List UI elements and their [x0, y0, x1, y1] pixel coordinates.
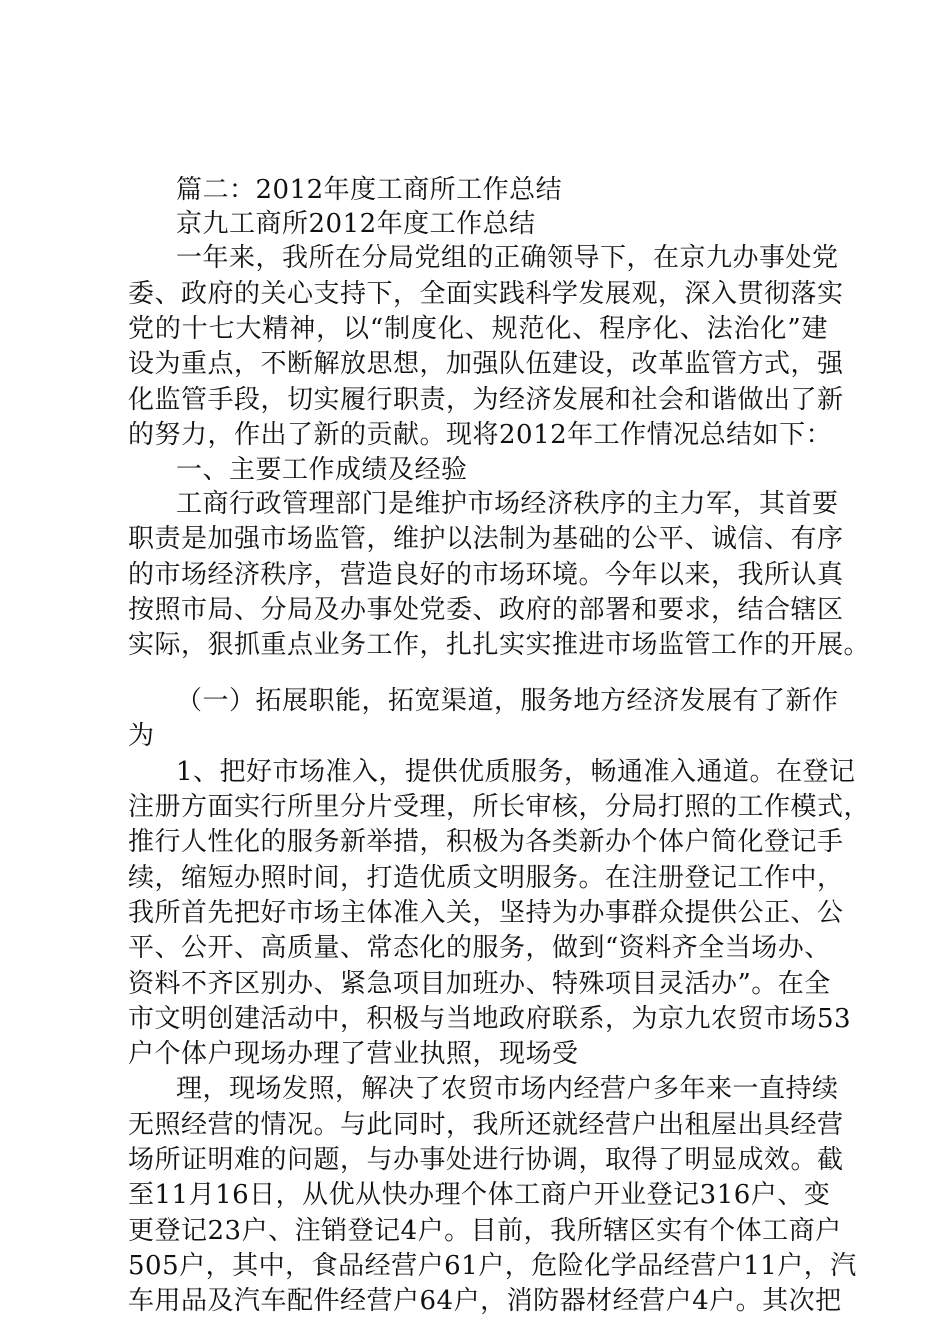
- paragraph-line: 的努力，作出了新的贡献。现将2012年工作情况总结如下：: [128, 420, 833, 450]
- paragraph-line: 党的十七大精神，以“制度化、规范化、程序化、法治化”建: [128, 314, 828, 344]
- section-heading: 篇二：2012年度工商所工作总结: [176, 175, 563, 205]
- paragraph-line: 一年来，我所在分局党组的正确领导下，在京九办事处党: [176, 243, 839, 273]
- paragraph-line: 工商行政管理部门是维护市场经济秩序的主力军，其首要: [176, 489, 839, 519]
- paragraph-line: 至11月16日，从优从快办理个体工商户开业登记316户、变: [128, 1180, 831, 1210]
- paragraph-line: 注册方面实行所里分片受理，所长审核，分局打照的工作模式，: [128, 792, 871, 822]
- paragraph-line: 资料不齐区别办、紧急项目加班办、特殊项目灵活办”。在全: [128, 969, 831, 999]
- paragraph-line: 市文明创建活动中，积极与当地政府联系，为京九农贸市场53: [128, 1004, 852, 1034]
- paragraph-line: 理，现场发照，解决了农贸市场内经营户多年来一直持续: [176, 1074, 839, 1104]
- paragraph-line: 无照经营的情况。与此同时，我所还就经营户出租屋出具经营: [128, 1110, 844, 1140]
- document-title: 京九工商所2012年度工作总结: [176, 209, 536, 239]
- paragraph-line: 1、把好市场准入，提供优质服务，畅通准入通道。在登记: [176, 757, 856, 787]
- subsection-heading: （一）拓展职能，拓宽渠道，服务地方经济发展有了新作: [176, 686, 839, 716]
- paragraph-line: 实际，狠抓重点业务工作，扎扎实实推进市场监管工作的开展。: [128, 630, 871, 660]
- paragraph-line: 更登记23户、注销登记4户。目前，我所辖区实有个体工商户: [128, 1216, 842, 1246]
- paragraph-line: 为: [128, 721, 155, 751]
- paragraph-line: 户个体户现场办理了营业执照，现场受: [128, 1039, 579, 1069]
- paragraph-line: 按照市局、分局及办事处党委、政府的部署和要求，结合辖区: [128, 595, 844, 625]
- paragraph-line: 场所证明难的问题，与办事处进行协调，取得了明显成效。截: [128, 1145, 844, 1175]
- paragraph-line: 设为重点，不断解放思想，加强队伍建设，改革监管方式，强: [128, 349, 844, 379]
- paragraph-line: 续，缩短办照时间，打造优质文明服务。在注册登记工作中，: [128, 863, 844, 893]
- paragraph-line: 化监管手段，切实履行职责，为经济发展和社会和谐做出了新: [128, 385, 844, 415]
- paragraph-line: 的市场经济秩序，营造良好的市场环境。今年以来，我所认真: [128, 560, 844, 590]
- paragraph-line: 委、政府的关心支持下，全面实践科学发展观，深入贯彻落实: [128, 279, 844, 309]
- paragraph-line: 我所首先把好市场主体准入关，坚持为办事群众提供公正、公: [128, 898, 844, 928]
- paragraph-line: 车用品及汽车配件经营户64户，消防器材经营户4户。其次把: [128, 1286, 842, 1316]
- paragraph-line: 推行人性化的服务新举措，积极为各类新办个体户简化登记手: [128, 827, 844, 857]
- paragraph-line: 职责是加强市场监管，维护以法制为基础的公平、诚信、有序: [128, 524, 844, 554]
- subsection-heading: 一、主要工作成绩及经验: [176, 455, 468, 485]
- paragraph-line: 平、公开、高质量、常态化的服务，做到“资料齐全当场办、: [128, 933, 831, 963]
- paragraph-line: 505户，其中，食品经营户61户，危险化学品经营户11户，汽: [128, 1251, 857, 1281]
